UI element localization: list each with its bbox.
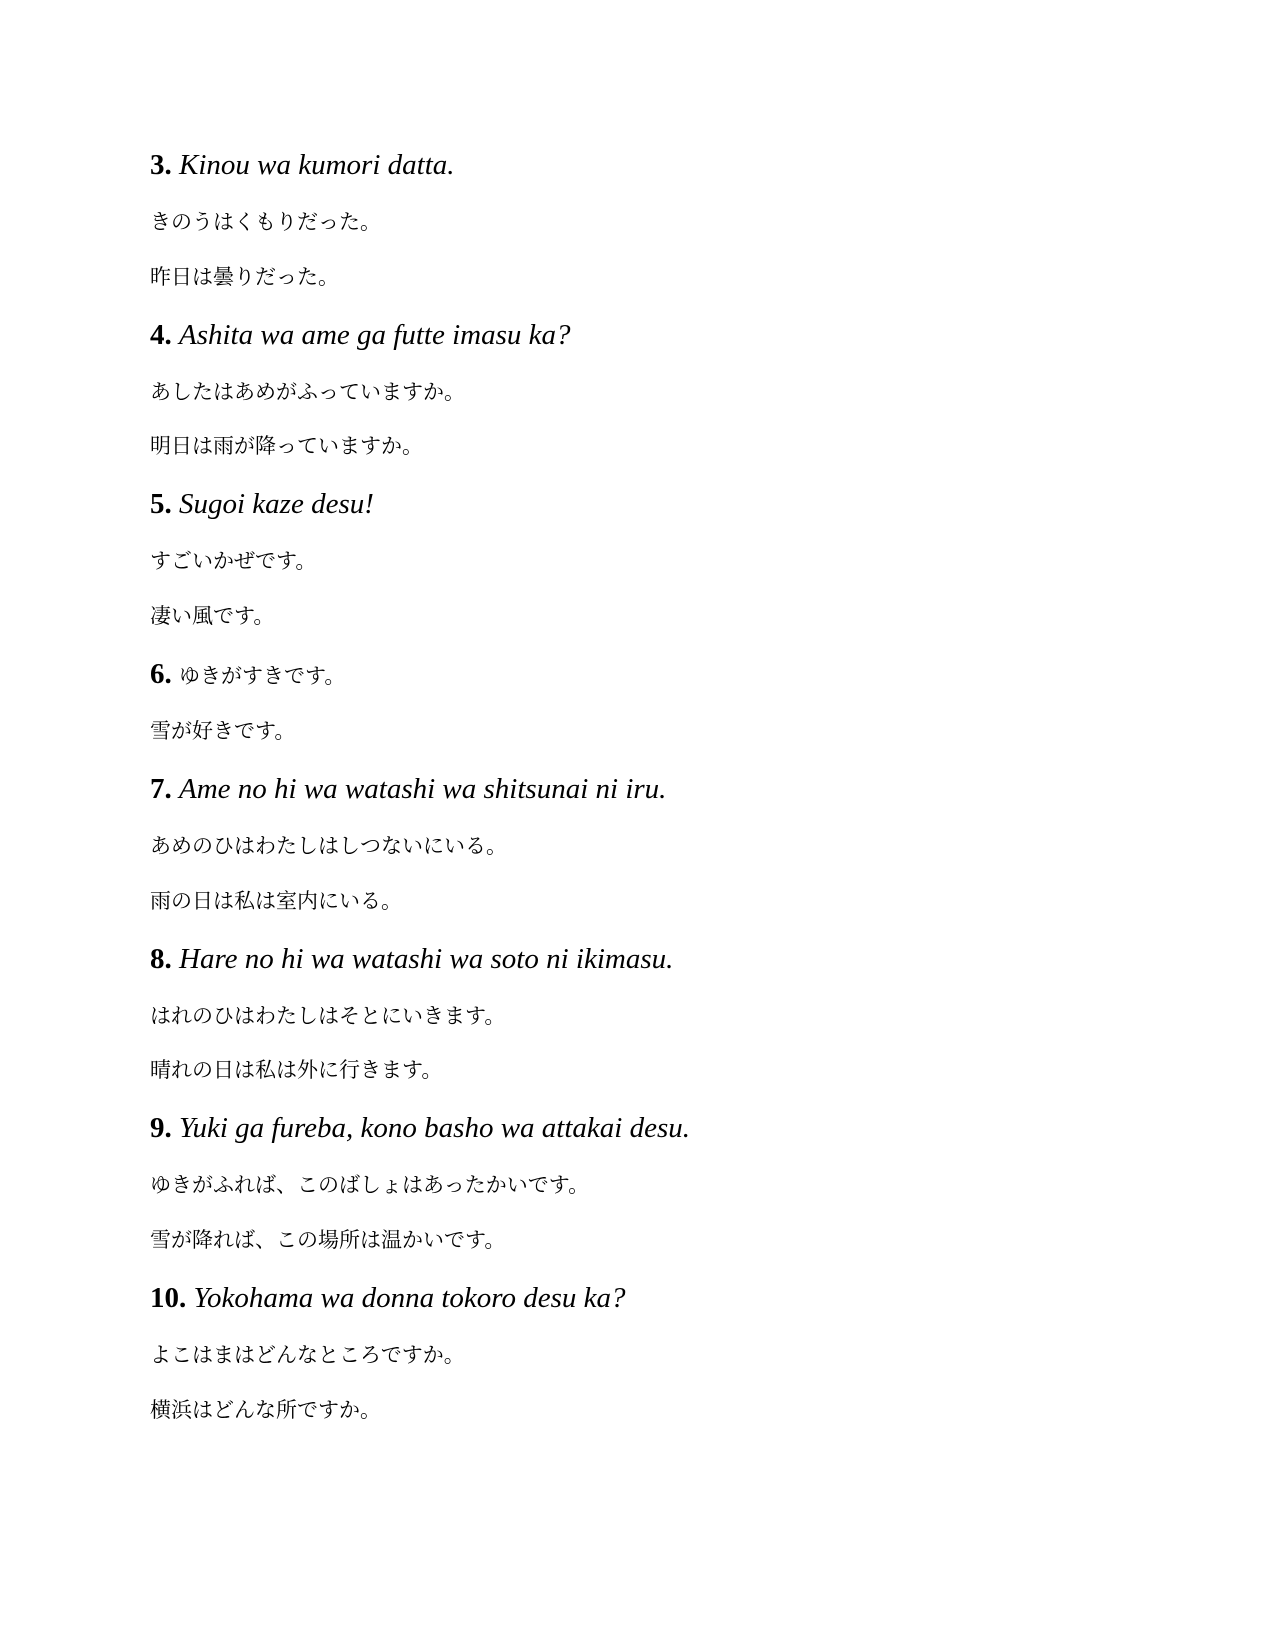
entry-3-heading [150,148,455,182]
entry-4-romaji: Ashita wa ame ga futte imasu ka? [179,319,571,351]
entry-5-number: 5. [150,488,172,520]
entry-4-heading [150,318,570,352]
entry-6-kana: ゆきがすきです。 [179,664,346,688]
entry-3-kanji: 昨日は曇りだった。 [150,265,339,289]
entry-5-heading [150,487,374,521]
entry-5-kana: すごいかぜです。 [150,549,317,573]
entry-3-kana: きのうはくもりだった。 [150,210,381,234]
entry-4-number: 4. [150,319,172,351]
entry-8-number: 8. [150,943,172,975]
entry-8-romaji: Hare no hi wa watashi wa soto ni ikimasu. [179,943,674,975]
entry-6-heading [150,657,345,693]
entry-9-heading [150,1111,690,1145]
entry-7-kanji: 雨の日は私は室内にいる。 [150,889,402,913]
entry-4-kana: あしたはあめがふっていますか。 [150,380,465,404]
entry-9-number: 9. [150,1112,172,1144]
entry-8-kana: はれのひはわたしはそとにいきます。 [150,1004,506,1028]
entry-4-kanji: 明日は雨が降っていますか。 [150,434,423,458]
entry-10-kanji: 横浜はどんな所ですか。 [150,1398,381,1422]
entry-7-romaji: Ame no hi wa watashi wa shitsunai ni iru. [179,773,667,805]
entry-9-kanji: 雪が降れば、この場所は温かいです。 [150,1228,506,1252]
entry-10-number: 10. [150,1282,187,1314]
entry-9-kana: ゆきがふれば、このばしょはあったかいです。 [150,1173,590,1197]
entry-10-heading [150,1281,626,1315]
entry-6-kanji: 雪が好きです。 [150,719,296,743]
entry-7-kana: あめのひはわたしはしつないにいる。 [150,834,507,858]
entry-6-number: 6. [150,658,172,690]
entry-5-kanji: 凄い風です。 [150,604,275,628]
entry-3-number: 3. [150,149,172,181]
entry-8-kanji: 晴れの日は私は外に行きます。 [150,1058,443,1082]
entry-10-kana: よこはまはどんなところですか。 [150,1343,465,1367]
entry-9-romaji: Yuki ga fureba, kono basho wa attakai desu. [179,1112,690,1144]
entry-5-romaji: Sugoi kaze desu! [179,488,374,520]
entry-8-heading [150,942,673,976]
entry-7-heading [150,772,666,806]
entry-7-number: 7. [150,773,172,805]
entry-3-romaji: Kinou wa kumori datta. [179,149,455,181]
entry-10-romaji: Yokohama wa donna tokoro desu ka? [193,1282,626,1314]
